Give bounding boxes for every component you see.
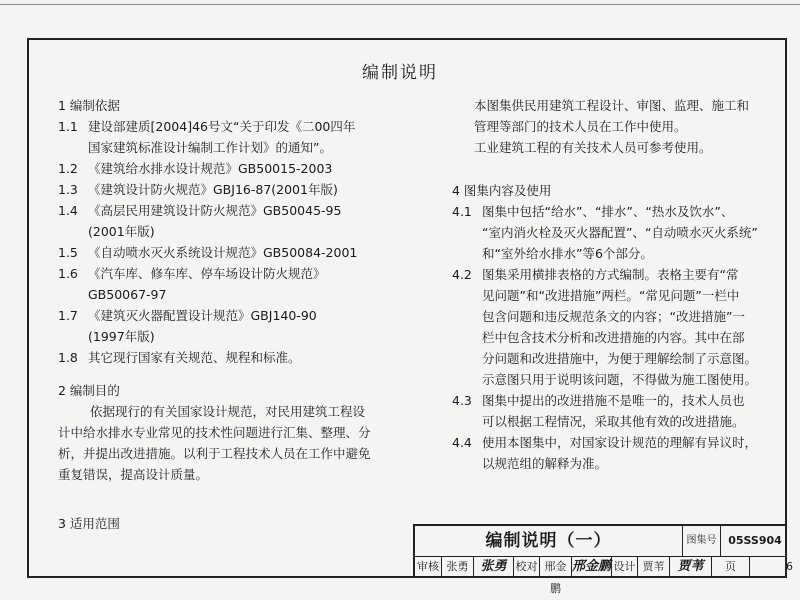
item-text <box>88 116 355 158</box>
item-text <box>88 242 357 263</box>
item-number: 1.7 <box>58 308 78 323</box>
text-line: 分问题和改进措施中，为便于理解绘制了示意图。 <box>482 351 758 366</box>
text-line: 重复错误，提高设计质量。 <box>58 467 209 482</box>
title-block <box>413 524 793 595</box>
item-text <box>88 158 332 179</box>
top-rule <box>0 4 800 5</box>
atlas-number-label: 图集号 <box>682 526 720 556</box>
text-line: 《高层民用建筑设计防火规范》GB50045-95 <box>88 203 342 218</box>
item-text <box>482 201 758 264</box>
scope-paragraph-2: 工业建筑工程的有关技术人员可参考使用。 <box>474 140 712 155</box>
item-number: 4.1 <box>452 204 472 219</box>
item-number: 1.8 <box>58 350 78 365</box>
text-line: 示意图只用于说明该问题，不得做为施工图使用。 <box>482 372 758 387</box>
list-item <box>58 116 403 158</box>
text-line: 《自动喷水灭火系统设计规范》GB50084-2001 <box>88 245 358 260</box>
section-3-heading: 3 适用范围 <box>58 516 120 531</box>
item-text <box>88 347 301 368</box>
text-line: 见问题”和“改进措施”两栏。“常见问题”一栏中 <box>482 288 740 303</box>
text-line: 包含问题和违反规范条文的内容；“改进措施”一 <box>482 309 745 324</box>
purpose-paragraph <box>58 401 403 485</box>
item-number: 1.4 <box>58 203 78 218</box>
text-line: 本图集供民用建筑工程设计、审图、监理、施工和 <box>474 98 750 113</box>
text-line: 管理等部门的技术人员在工作中使用。 <box>474 119 687 134</box>
left-column <box>58 95 403 534</box>
text-line: 图集采用横排表格的方式编制。表格主要有“常 <box>482 267 739 282</box>
reviewer-name: 张勇 <box>441 556 473 578</box>
item-number: 1.2 <box>58 161 78 176</box>
text-line: 栏中包含技术分析和改进措施的内容。其中在部 <box>482 330 745 345</box>
design-label: 设计 <box>611 556 637 578</box>
right-column <box>452 95 772 474</box>
review-label: 审核 <box>417 560 439 573</box>
page-number: 6 <box>749 556 800 578</box>
text-line: 依据现行的有关国家设计规范，对民用建筑工程设 <box>90 404 366 419</box>
item-text <box>88 179 338 200</box>
list-item <box>58 242 403 263</box>
signature-row <box>415 556 793 595</box>
title-block-title: 编制说明（一） <box>485 531 612 551</box>
check-label: 校对 <box>513 556 539 578</box>
text-line: 和“室外给水排水”等6个部分。 <box>482 246 653 261</box>
section-4-heading: 4 图集内容及使用 <box>452 183 552 198</box>
item-number: 1.3 <box>58 182 78 197</box>
list-item <box>58 158 403 179</box>
designer-name: 贾苇 <box>637 556 669 578</box>
list-item <box>58 179 403 200</box>
basis-list <box>58 116 403 368</box>
list-item <box>452 432 772 474</box>
item-text <box>482 264 757 390</box>
item-text <box>482 390 745 432</box>
text-line: 国家建筑标准设计编制工作计划》的通知”。 <box>88 140 332 155</box>
text-line: 《建筑设计防火规范》GBJ16-87(2001年版) <box>88 182 338 197</box>
atlas-number: 05SS904 <box>720 526 789 556</box>
text-line: 《建筑给水排水设计规范》GB50015-2003 <box>88 161 333 176</box>
item-number: 4.2 <box>452 267 472 282</box>
item-number: 1.6 <box>58 266 78 281</box>
text-line: 图集中提出的改进措施不是唯一的，技术人员也 <box>482 393 745 408</box>
list-item <box>452 390 772 432</box>
text-line: (2001年版) <box>88 224 155 239</box>
checker-signature: 邢金鹏 <box>571 556 611 578</box>
item-text <box>88 305 317 347</box>
section-1-heading: 1 编制依据 <box>58 98 120 113</box>
text-line: 计中给水排水专业常见的技术性问题进行汇集、整理、分 <box>58 425 371 440</box>
text-line: GB50067-97 <box>88 287 167 302</box>
text-line: 图集中包括“给水”、“排水”、“热水及饮水”、 <box>482 204 734 219</box>
text-line: (1997年版) <box>88 329 155 344</box>
text-line: 《汽车库、修车库、停车场设计防火规范》 <box>88 266 326 281</box>
item-text <box>88 200 341 242</box>
text-line: 可以根据工程情况，采取其他有效的改进措施。 <box>482 414 745 429</box>
text-line: 以规范组的解释为准。 <box>482 456 608 471</box>
item-number: 1.5 <box>58 245 78 260</box>
list-item <box>58 347 403 368</box>
item-number: 4.4 <box>452 435 472 450</box>
checker-name: 邢金鹏 <box>539 556 571 578</box>
reviewer-signature: 张勇 <box>473 556 513 578</box>
scope-paragraph <box>452 95 772 137</box>
page-label: 页 <box>711 556 749 578</box>
item-text <box>482 432 757 474</box>
list-item <box>452 201 772 264</box>
text-line: 《建筑灭火器配置设计规范》GBJ140-90 <box>88 308 317 323</box>
list-item <box>58 200 403 242</box>
text-line: “室内消火栓及灭火器配置”、“自动喷水灭火系统” <box>482 225 758 240</box>
list-item <box>452 264 772 390</box>
item-text <box>88 263 326 305</box>
list-item <box>58 263 403 305</box>
designer-signature: 贾苇 <box>669 556 711 578</box>
text-line: 析，并提出改进措施。以利于工程技术人员在工作中避免 <box>58 446 371 461</box>
text-line: 其它现行国家有关规范、规程和标准。 <box>88 350 301 365</box>
item-number: 4.3 <box>452 393 472 408</box>
page-title: 编制说明 <box>362 63 438 83</box>
contents-list <box>452 201 772 474</box>
item-number: 1.1 <box>58 119 78 134</box>
text-line: 建设部建质[2004]46号文“关于印发《二00四年 <box>88 119 356 134</box>
list-item <box>58 305 403 347</box>
section-2-heading: 2 编制目的 <box>58 383 120 398</box>
text-line: 使用本图集中，对国家设计规范的理解有异议时， <box>482 435 758 450</box>
